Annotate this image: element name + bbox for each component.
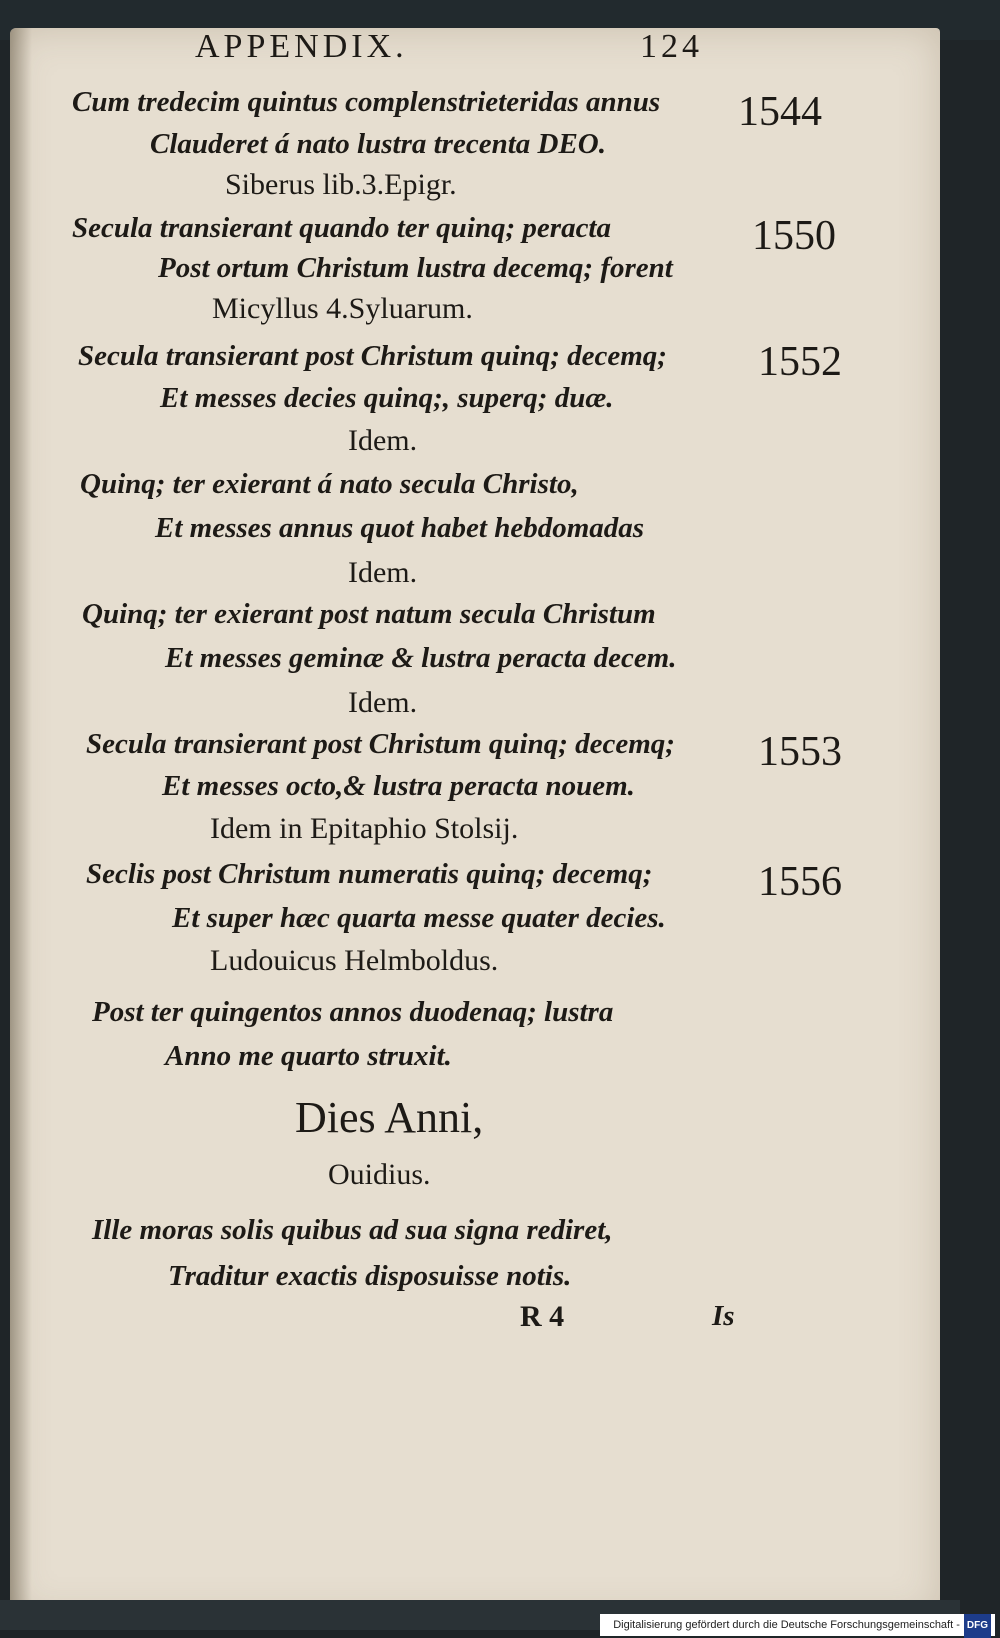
running-title: APPENDIX.: [195, 28, 408, 65]
verse-line: Secula transierant post Christum quinq; decemq;: [78, 340, 667, 372]
year-marker: 1550: [752, 213, 836, 259]
year-marker: 1556: [758, 859, 842, 905]
verse-line: Secula transierant quando ter quinq; peracta: [72, 212, 611, 244]
verse-line: Ille moras solis quibus ad sua signa rediret,: [92, 1214, 613, 1246]
verse-source: Idem.: [348, 424, 418, 457]
verse-line: Anno me quarto struxit.: [165, 1040, 452, 1072]
section-heading: Dies Anni,: [295, 1093, 484, 1142]
verse-line: Secula transierant post Christum quinq; decemq;: [86, 728, 675, 760]
verse-source: Ludouicus Helmboldus.: [210, 944, 499, 977]
verse-source: Micyllus 4.Syluarum.: [212, 292, 473, 325]
page-number: 124: [640, 28, 703, 65]
verse-line: Post ortum Christum lustra decemq; forent: [158, 252, 673, 284]
section-author: Ouidius.: [328, 1158, 431, 1191]
digitization-credit: [600, 1614, 995, 1636]
year-marker: 1544: [738, 89, 822, 135]
year-marker: 1552: [758, 339, 842, 385]
verse-source: Siberus lib.3.Epigr.: [225, 168, 457, 201]
verse-source: Idem in Epitaphio Stolsij.: [210, 812, 519, 845]
verse-line: Traditur exactis disposuisse notis.: [168, 1260, 572, 1292]
verse-line: Seclis post Christum numeratis quinq; decemq;: [86, 858, 653, 890]
verse-line: Cum tredecim quintus complenstrieteridas annus: [72, 86, 661, 118]
verse-line: Et messes annus quot habet hebdomadas: [155, 512, 645, 544]
verse-line: Et messes geminæ & lustra peracta decem.: [165, 642, 677, 674]
verse-line: Et messes decies quinq;, superq; duæ.: [160, 382, 614, 414]
catchword: Is: [712, 1300, 735, 1332]
verse-source: Idem.: [348, 556, 418, 589]
year-marker: 1553: [758, 729, 842, 775]
verse-line: Et super hæc quarta messe quater decies.: [172, 902, 666, 934]
verse-source: Idem.: [348, 686, 418, 719]
verse-line: Quinq; ter exierant post natum secula Christum: [82, 598, 656, 630]
page-gutter-shadow: [10, 28, 32, 1618]
verse-line: Clauderet á nato lustra trecenta DEO.: [150, 128, 606, 160]
verse-line: Post ter quingentos annos duodenaq; lustra: [92, 996, 614, 1028]
credit-text: Digitalisierung gefördert durch die Deutsche Forschungsgemeinschaft -: [613, 1619, 960, 1631]
signature-mark: R 4: [520, 1300, 565, 1333]
dfg-logo: DFG: [964, 1614, 991, 1638]
verse-line: Quinq; ter exierant á nato secula Christo,: [80, 468, 579, 500]
verse-line: Et messes octo,& lustra peracta nouem.: [162, 770, 635, 802]
